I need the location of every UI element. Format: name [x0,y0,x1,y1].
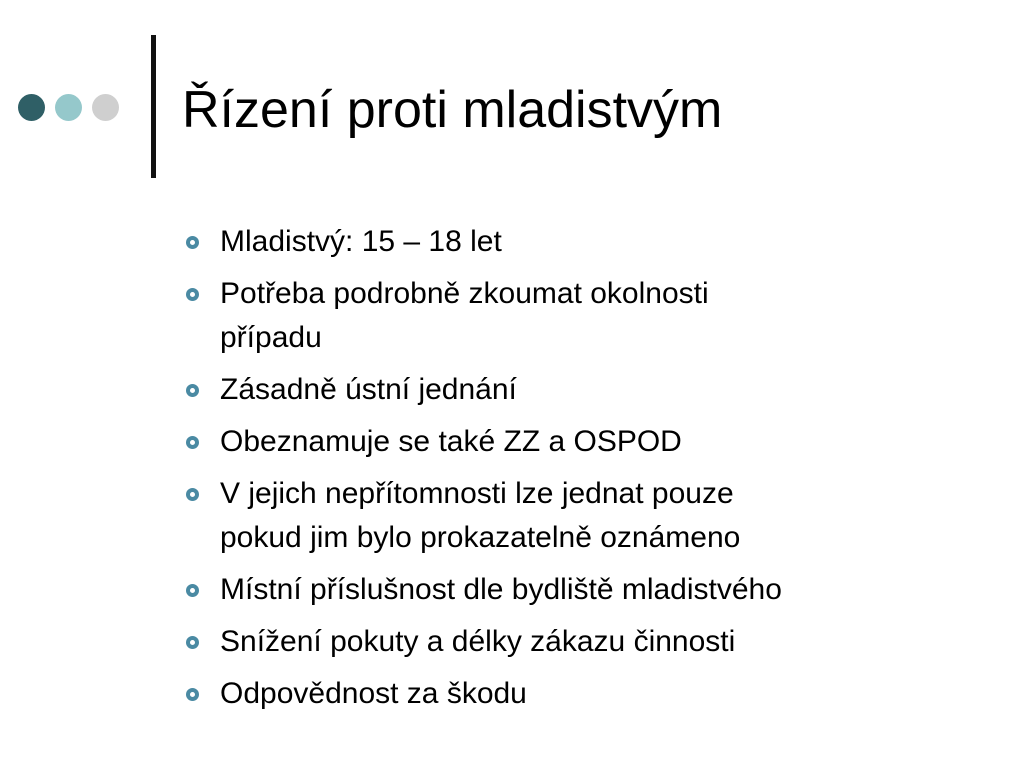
bullet-circle-icon [186,688,199,701]
grey-dot-icon [92,94,119,121]
bullet-item [180,568,980,612]
teal-dot-icon [55,94,82,121]
bullet-text: Zásadně ústní jednání [220,373,517,406]
bullet-circle-icon [186,488,199,501]
title-divider [151,35,156,178]
bullet-item [180,420,980,464]
bullet-text: Obeznamuje se také ZZ a OSPOD [220,425,682,458]
bullet-item [180,368,980,412]
bullet-text: Potřeba podrobně zkoumat okolnosti [220,277,709,310]
bullet-text-continued: pokud jim bylo prokazatelně oznámeno [220,521,741,554]
bullet-text: Mladistvý: 15 – 18 let [220,225,502,258]
bullet-item [180,472,980,560]
decorative-dots [18,94,119,121]
bullet-text: Snížení pokuty a délky zákazu činnosti [220,625,736,658]
bullet-text: V jejich nepřítomnosti lze jednat pouze [220,477,734,510]
bullet-circle-icon [186,436,199,449]
bullet-text: Odpovědnost za škodu [220,677,527,710]
bullet-circle-icon [186,288,199,301]
dark-dot-icon [18,94,45,121]
bullet-circle-icon [186,584,199,597]
bullet-item [180,220,980,264]
bullet-circle-icon [186,636,199,649]
slide-title: Řízení proti mladistvým [182,81,723,139]
bullet-circle-icon [186,384,199,397]
bullet-text: Místní příslušnost dle bydliště mladistvého [220,573,782,606]
bullet-item [180,620,980,664]
bullet-list [180,220,980,724]
bullet-circle-icon [186,236,199,249]
bullet-text-continued: případu [220,321,322,354]
bullet-item [180,272,980,360]
bullet-item [180,672,980,716]
